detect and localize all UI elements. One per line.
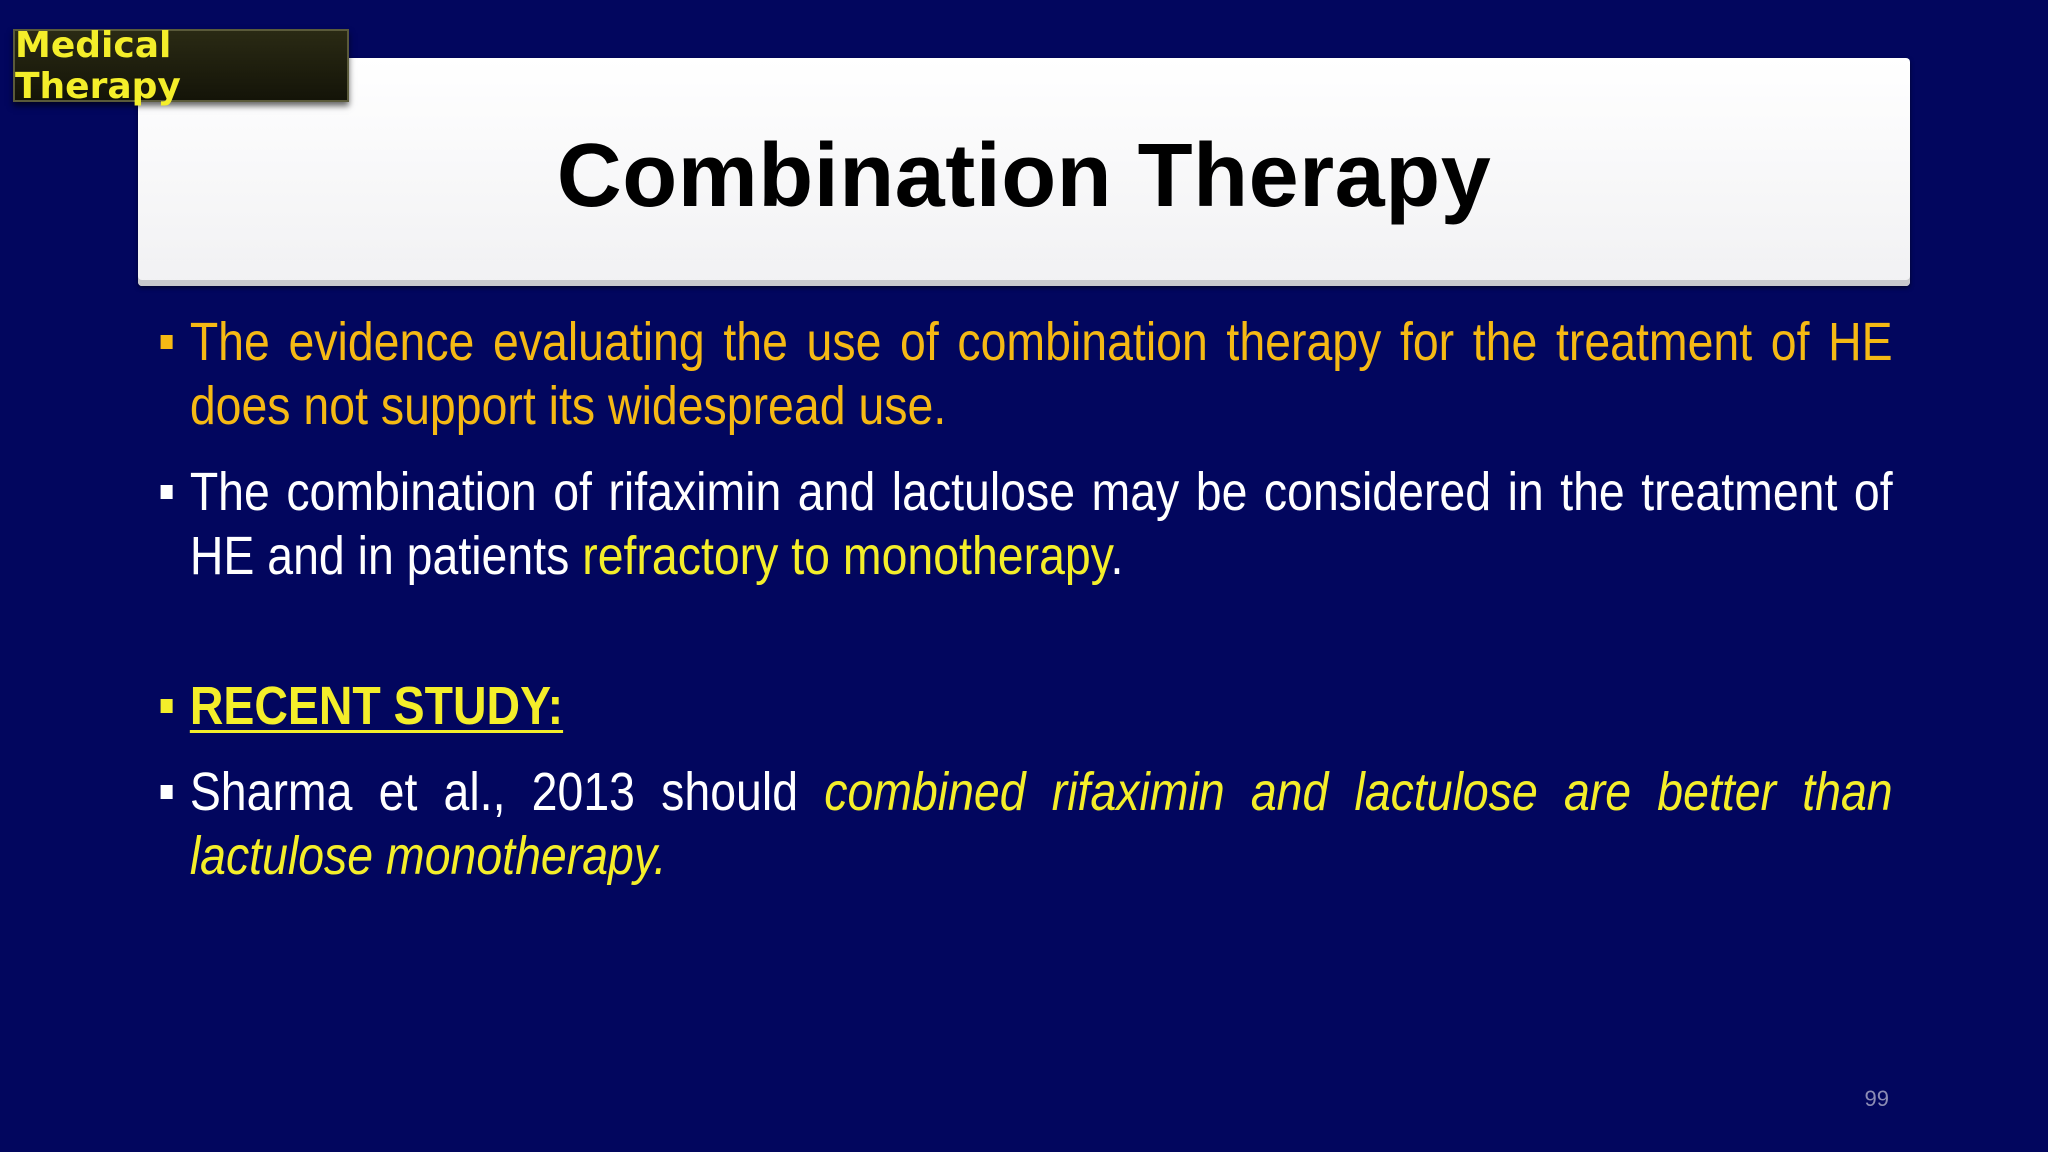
square-bullet-icon — [161, 785, 173, 799]
bullet-recent-study — [158, 674, 1893, 738]
bullet-combination-end: . — [1110, 526, 1124, 586]
bullet-sharma-text: Sharma et al., 2013 should — [189, 762, 825, 822]
square-bullet-icon — [161, 485, 173, 499]
title-box — [138, 58, 1910, 286]
bullet-evidence — [158, 310, 1893, 438]
square-bullet-icon — [161, 699, 173, 713]
bullet-sharma-finding: combined rifaximin and lactulose are better than lactulose monotherapy. — [189, 762, 1893, 886]
bullet-list — [158, 310, 1893, 888]
bullet-combination — [158, 460, 1893, 588]
recent-study-heading: RECENT STUDY: — [189, 676, 564, 736]
page-number: 99 — [1864, 1086, 1889, 1111]
bullet-sharma — [158, 760, 1893, 888]
bullet-combination-text: The combination of rifaximin and lactulose may be considered in the treatment of HE and in patients — [189, 462, 1893, 586]
square-bullet-icon — [161, 335, 173, 349]
slide-title: Combination Therapy — [556, 125, 1492, 226]
bullet-evidence-text: The evidence evaluating the use of combination therapy for the treatment of HE does not support its widespread use. — [189, 312, 1893, 436]
section-tag: Medical Therapy — [13, 29, 349, 102]
bullet-combination-highlight: refractory to monotherapy — [582, 526, 1111, 586]
